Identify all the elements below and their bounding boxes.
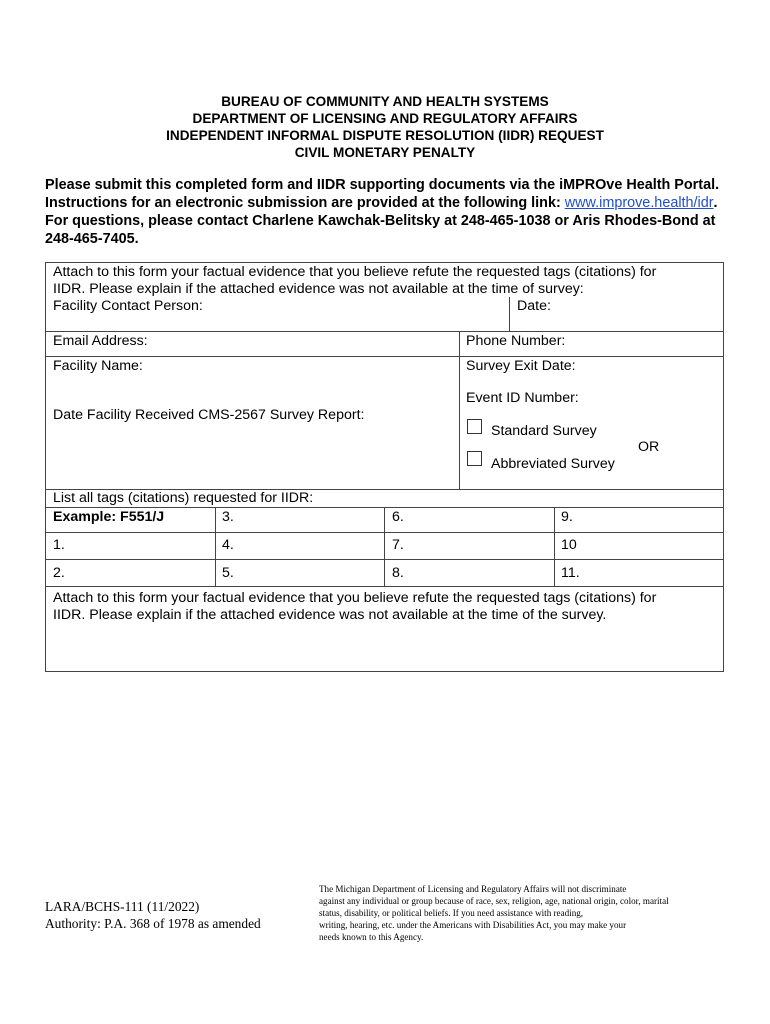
notice-line: against any individual or group because of race, sex, religion, age, national origin, color, marital (319, 896, 669, 907)
tag-5-field[interactable]: 5. (222, 565, 234, 581)
tag-example: Example: F551/J (53, 509, 165, 525)
tag-1-field[interactable]: 1. (53, 537, 65, 553)
tags-col-divider (215, 507, 216, 586)
standard-survey-checkbox[interactable] (467, 419, 482, 434)
tags-row-divider (46, 559, 723, 560)
divider (46, 586, 723, 587)
facility-name-label: Facility Name: (53, 358, 143, 374)
tags-list-label: List all tags (citations) requested for IIDR: (53, 490, 314, 506)
divider (46, 356, 723, 357)
nondiscrimination-notice (319, 883, 729, 943)
notice-line: status, disability, or political beliefs. If you need assistance with reading, (319, 908, 584, 919)
standard-survey-label: Standard Survey (491, 423, 597, 439)
attach-evidence2-line1: Attach to this form your factual evidence that you believe refute the requested tags (citations) for (53, 590, 657, 606)
tag-4-field[interactable]: 4. (222, 537, 234, 553)
form-number: LARA/BCHS-111 (11/2022) (45, 899, 200, 914)
attach-evidence-line2: IIDR. Please explain if the attached evidence was not available at the time of survey: (53, 281, 584, 297)
notice-line: writing, hearing, etc. under the Americans with Disabilities Act, you may make your (319, 920, 627, 931)
tag-2-field[interactable]: 2. (53, 565, 65, 581)
tags-col-divider (384, 507, 385, 586)
tag-3-field[interactable]: 3. (222, 509, 234, 525)
improve-health-link[interactable]: www.improve.health/idr (564, 195, 714, 211)
header-subtitle: CIVIL MONETARY PENALTY (294, 145, 476, 160)
email-address-label: Email Address: (53, 333, 148, 349)
date-received-label: Date Facility Received CMS-2567 Survey Report: (53, 407, 365, 423)
intro-text-before-link: Please submit this completed form and IIDR supporting documents via the iMPROve Health Portal. Instructions for an electronic submission are provided at the following link: (45, 177, 720, 211)
facility-contact-field[interactable] (46, 297, 509, 331)
phone-number-label: Phone Number: (466, 333, 566, 349)
email-address-field[interactable] (46, 332, 459, 356)
tag-10-field[interactable]: 10 (561, 537, 577, 553)
evidence-explanation-field[interactable] (46, 625, 723, 671)
tags-col-divider (554, 507, 555, 586)
phone-number-field[interactable] (460, 332, 723, 356)
form-footer-id (45, 898, 261, 932)
tag-6-field[interactable]: 6. (392, 509, 404, 525)
header-department: DEPARTMENT OF LICENSING AND REGULATORY AFFAIRS (192, 111, 578, 126)
date-field[interactable] (510, 297, 723, 331)
tag-11-field[interactable]: 11. (561, 565, 580, 581)
abbreviated-survey-label: Abbreviated Survey (491, 456, 615, 472)
tag-7-field[interactable]: 7. (392, 537, 404, 553)
tag-8-field[interactable]: 8. (392, 565, 404, 581)
attach-evidence2-line2: IIDR. Please explain if the attached evidence was not available at the time of the survey. (53, 607, 607, 623)
intro-text-after-link: . For questions, please contact Charlene Kawchak-Belitsky at 248-465-1038 or Aris Rhodes-Bond at 248-465-7405. (45, 195, 718, 247)
header-bureau: BUREAU OF COMMUNITY AND HEALTH SYSTEMS (221, 94, 549, 109)
intro-instructions (45, 176, 735, 248)
facility-contact-label: Facility Contact Person: (53, 298, 203, 314)
header-form-title: INDEPENDENT INFORMAL DISPUTE RESOLUTION (IIDR) REQUEST (166, 128, 604, 143)
abbreviated-survey-checkbox[interactable] (467, 451, 482, 466)
event-id-label: Event ID Number: (466, 390, 579, 406)
authority: Authority: P.A. 368 of 1978 as amended (45, 916, 261, 931)
tag-9-field[interactable]: 9. (561, 509, 573, 525)
iidr-request-form (45, 262, 724, 672)
date-label: Date: (517, 298, 551, 314)
tags-row-divider (46, 532, 723, 533)
form-header (0, 93, 770, 161)
notice-line: The Michigan Department of Licensing and Regulatory Affairs will not discriminate (319, 884, 627, 894)
survey-exit-date-label: Survey Exit Date: (466, 358, 576, 374)
or-label: OR (638, 439, 660, 455)
attach-evidence-line1: Attach to this form your factual evidence that you believe refute the requested tags (citations) for (53, 264, 657, 280)
notice-line: needs known to this Agency. (319, 932, 424, 943)
